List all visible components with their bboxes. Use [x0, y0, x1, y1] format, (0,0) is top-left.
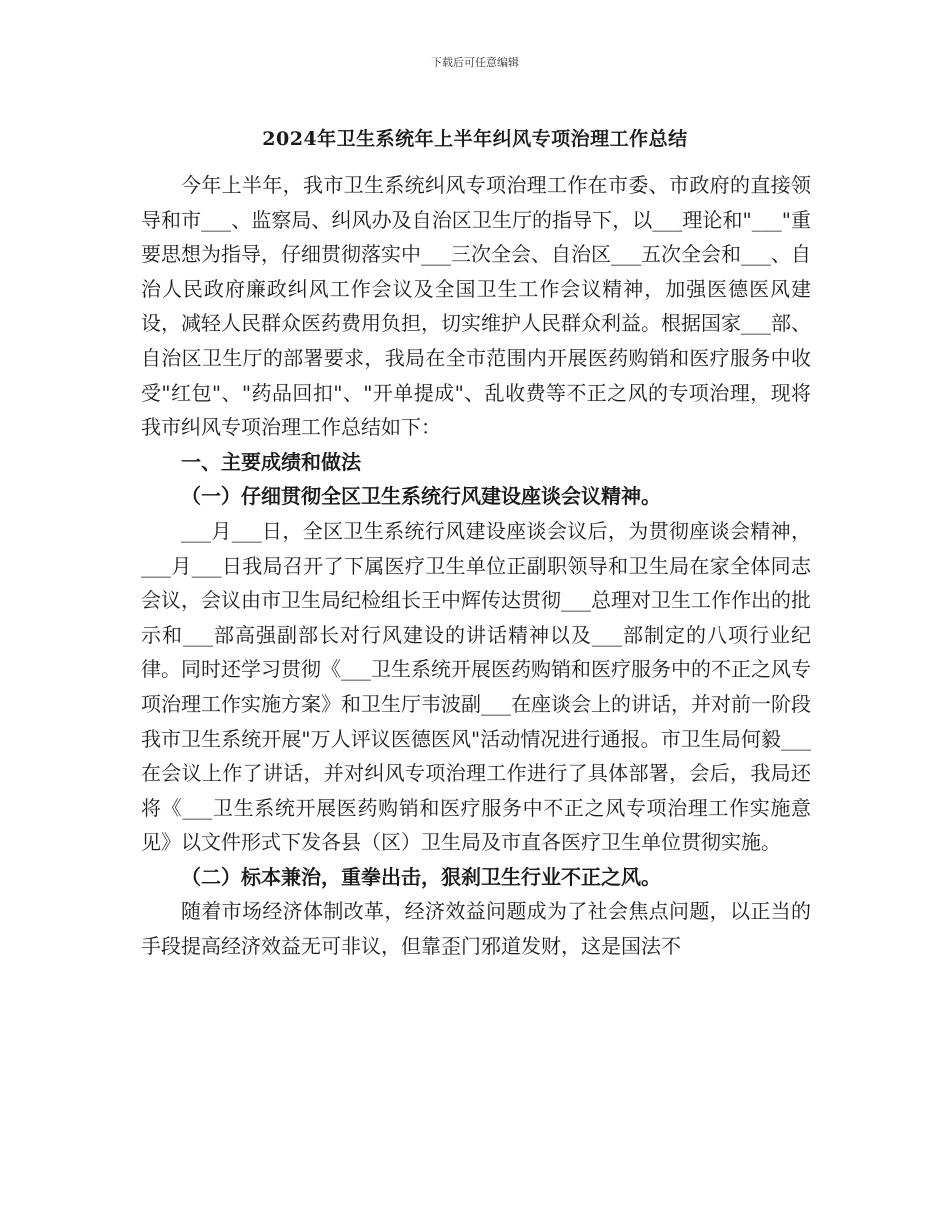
document-body — [141, 168, 811, 964]
header-note: 下载后可任意编辑 — [431, 56, 519, 69]
paragraph-2: ___月___日，全区卫生系统行风建设座谈会议后，为贯彻座谈会精神，___月___日我局召开了下属医疗卫生单位正副职领导和卫生局在家全体同志会议，会议由市卫生局纪检组长王中辉传达贯彻___总理对卫生工作作出的批示和___部高强副部长对行风建设的讲话精神以及___部制定的八项行业纪律。同时还学习贯彻《___卫生系统开展医药购销和医疗服务中的不正之风专项治理工作实施方案》和卫生厅韦波副___在座谈会上的讲话，并对前一阶段我市卫生系统开展"万人评议医德医风"活动情况进行通报。市卫生局何毅___在会议上作了讲话，并对纠风专项治理工作进行了具体部署，会后，我局还将《___卫生系统开展医药购销和医疗服务中不正之风专项治理工作实施意见》以文件形式下发各县（区）卫生局及市直各医疗卫生单位贯彻实施。 — [141, 518, 811, 855]
subheading-1: （一）仔细贯彻全区卫生系统行风建设座谈会议精神。 — [181, 484, 661, 509]
intro-paragraph: 今年上半年，我市卫生系统纠风专项治理工作在市委、市政府的直接领导和市___、监察局、纠风办及自治区卫生厅的指导下，以___理论和"___"重要思想为指导，仔细贯彻落实中___三次全会、自治区___五次全会和___、自治人民政府廉政纠风工作会议及全国卫生工作会议精神，加强医德医风建设，减轻人民群众医药费用负担，切实维护人民群众利益。根据国家___部、自治区卫生厅的部署要求，我局在全市范围内开展医药购销和医疗服务中收受"红包"、"药品回扣"、"开单提成"、乱收费等不正之风的专项治理，现将我市纠风专项治理工作总结如下： — [141, 173, 811, 440]
subheading-2: （二）标本兼治，重拳出击，狠刹卫生行业不正之风。 — [181, 864, 661, 889]
paragraph-3: 随着市场经济体制改革，经济效益问题成为了社会焦点问题，以正当的手段提高经济效益无可非议，但靠歪门邪道发财，这是国法不 — [141, 899, 811, 959]
section-heading: 一、主要成绩和做法 — [181, 449, 361, 474]
document-title: 2024年卫生系统年上半年纠风专项治理工作总结 — [262, 128, 688, 150]
